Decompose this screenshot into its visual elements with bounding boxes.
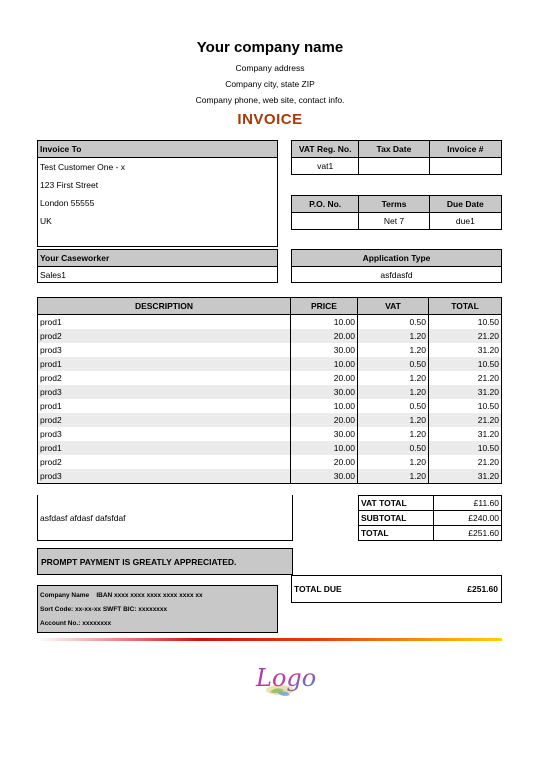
invoice-to-box [37,140,278,247]
item-total: 31.20 [429,469,502,484]
item-description: prod2 [38,329,291,343]
table-row [38,427,502,441]
subtotal-value: £240.00 [434,511,502,526]
vat-total-value: £11.60 [434,496,502,511]
item-total: 21.20 [429,371,502,385]
total-due-label: TOTAL DUE [294,584,342,594]
decorative-gradient-bar [37,638,502,641]
terms-label: Terms [359,196,429,213]
item-price: 10.00 [291,399,358,413]
table-row [38,329,502,343]
prompt-payment-banner: PROMPT PAYMENT IS GREATLY APPRECIATED. [37,548,293,575]
item-description: prod2 [38,371,291,385]
due-date-value: due1 [429,213,501,230]
item-vat: 1.20 [358,329,429,343]
item-price: 30.00 [291,343,358,357]
col-price: PRICE [291,298,358,315]
due-date-label: Due Date [429,196,501,213]
item-total: 10.50 [429,357,502,371]
item-vat: 1.20 [358,427,429,441]
item-total: 31.20 [429,343,502,357]
item-description: prod3 [38,427,291,441]
company-contact: Company phone, web site, contact info. [195,95,345,105]
tax-date-label: Tax Date [359,141,429,158]
table-row [38,315,502,330]
table-row [38,371,502,385]
item-description: prod3 [38,385,291,399]
table-row [38,413,502,427]
table-row [38,385,502,399]
customer-name: Test Customer One - x [40,162,126,172]
item-description: prod1 [38,315,291,330]
invoice-number-label: Invoice # [429,141,501,158]
caseworker-header: Your Caseworker [38,250,277,267]
item-total: 10.50 [429,441,502,455]
item-price: 30.00 [291,469,358,484]
item-description: prod2 [38,413,291,427]
caseworker-value: Sales1 [40,270,66,280]
svg-text:Logo: Logo [256,664,317,692]
item-total: 21.20 [429,329,502,343]
logo-graphic [248,652,317,702]
company-logo [248,652,317,702]
item-vat: 1.20 [358,469,429,484]
item-vat: 1.20 [358,385,429,399]
item-description: prod1 [38,441,291,455]
items-table [37,297,502,484]
item-total: 10.50 [429,399,502,413]
vat-reg-value: vat1 [292,158,359,175]
company-address: Company address [235,63,305,73]
customer-city: London 55555 [40,198,95,208]
item-vat: 0.50 [358,399,429,413]
invoice-title: INVOICE [237,111,303,128]
application-type-header: Application Type [292,250,501,267]
bank-line-3: Account No.: xxxxxxxx [40,620,112,627]
table-row [38,399,502,413]
table-row [38,343,502,357]
bank-line-1: Company Name IBAN xxxx xxxx xxxx xxxx xxxx xx [40,592,203,599]
caseworker-box [37,249,278,283]
item-description: prod1 [38,357,291,371]
vat-reg-label: VAT Reg. No. [292,141,359,158]
item-description: prod1 [38,399,291,413]
po-value [292,213,359,230]
subtotal-label: SUBTOTAL [359,511,434,526]
item-price: 10.00 [291,441,358,455]
item-total: 21.20 [429,413,502,427]
item-total: 31.20 [429,427,502,441]
totals-table [358,495,502,541]
item-vat: 0.50 [358,441,429,455]
col-vat: VAT [358,298,429,315]
item-vat: 1.20 [358,371,429,385]
total-value: £251.60 [434,526,502,541]
item-total: 31.20 [429,385,502,399]
item-price: 10.00 [291,315,358,330]
notes-text: asfdasf afdasf dafsfdaf [40,513,126,523]
item-vat: 1.20 [358,455,429,469]
col-total: TOTAL [429,298,502,315]
item-price: 20.00 [291,413,358,427]
table-row [38,469,502,484]
total-label: TOTAL [359,526,434,541]
vat-total-label: VAT TOTAL [359,496,434,511]
item-total: 21.20 [429,455,502,469]
item-vat: 1.20 [358,413,429,427]
item-price: 20.00 [291,371,358,385]
application-type-value: asfdasfd [380,270,413,280]
item-price: 30.00 [291,427,358,441]
bank-line-2: Sort Code: xx-xx-xx SWFT BIC: xxxxxxxx [40,606,168,613]
item-description: prod3 [38,343,291,357]
item-price: 20.00 [291,455,358,469]
bank-details-box [37,585,278,633]
item-description: prod2 [38,455,291,469]
item-price: 30.00 [291,385,358,399]
table-row [38,441,502,455]
item-vat: 0.50 [358,357,429,371]
item-vat: 1.20 [358,343,429,357]
item-vat: 0.50 [358,315,429,330]
total-due-box [291,575,502,603]
table-row [38,357,502,371]
invoice-number-value [429,158,501,175]
invoice-to-header: Invoice To [38,141,277,158]
company-city: Company city, state ZIP [225,79,315,89]
col-description: DESCRIPTION [38,298,291,315]
terms-table [291,195,502,230]
item-total: 10.50 [429,315,502,330]
item-price: 10.00 [291,357,358,371]
item-description: prod3 [38,469,291,484]
table-row [38,455,502,469]
customer-country: UK [40,216,52,226]
total-due-value: £251.60 [467,584,498,594]
po-label: P.O. No. [292,196,359,213]
item-price: 20.00 [291,329,358,343]
company-name: Your company name [196,39,344,56]
customer-street: 123 First Street [40,180,99,190]
notes-box [37,495,293,541]
terms-value: Net 7 [359,213,429,230]
tax-date-value [359,158,429,175]
application-type-box [291,249,502,283]
invoice-meta-table [291,140,502,175]
